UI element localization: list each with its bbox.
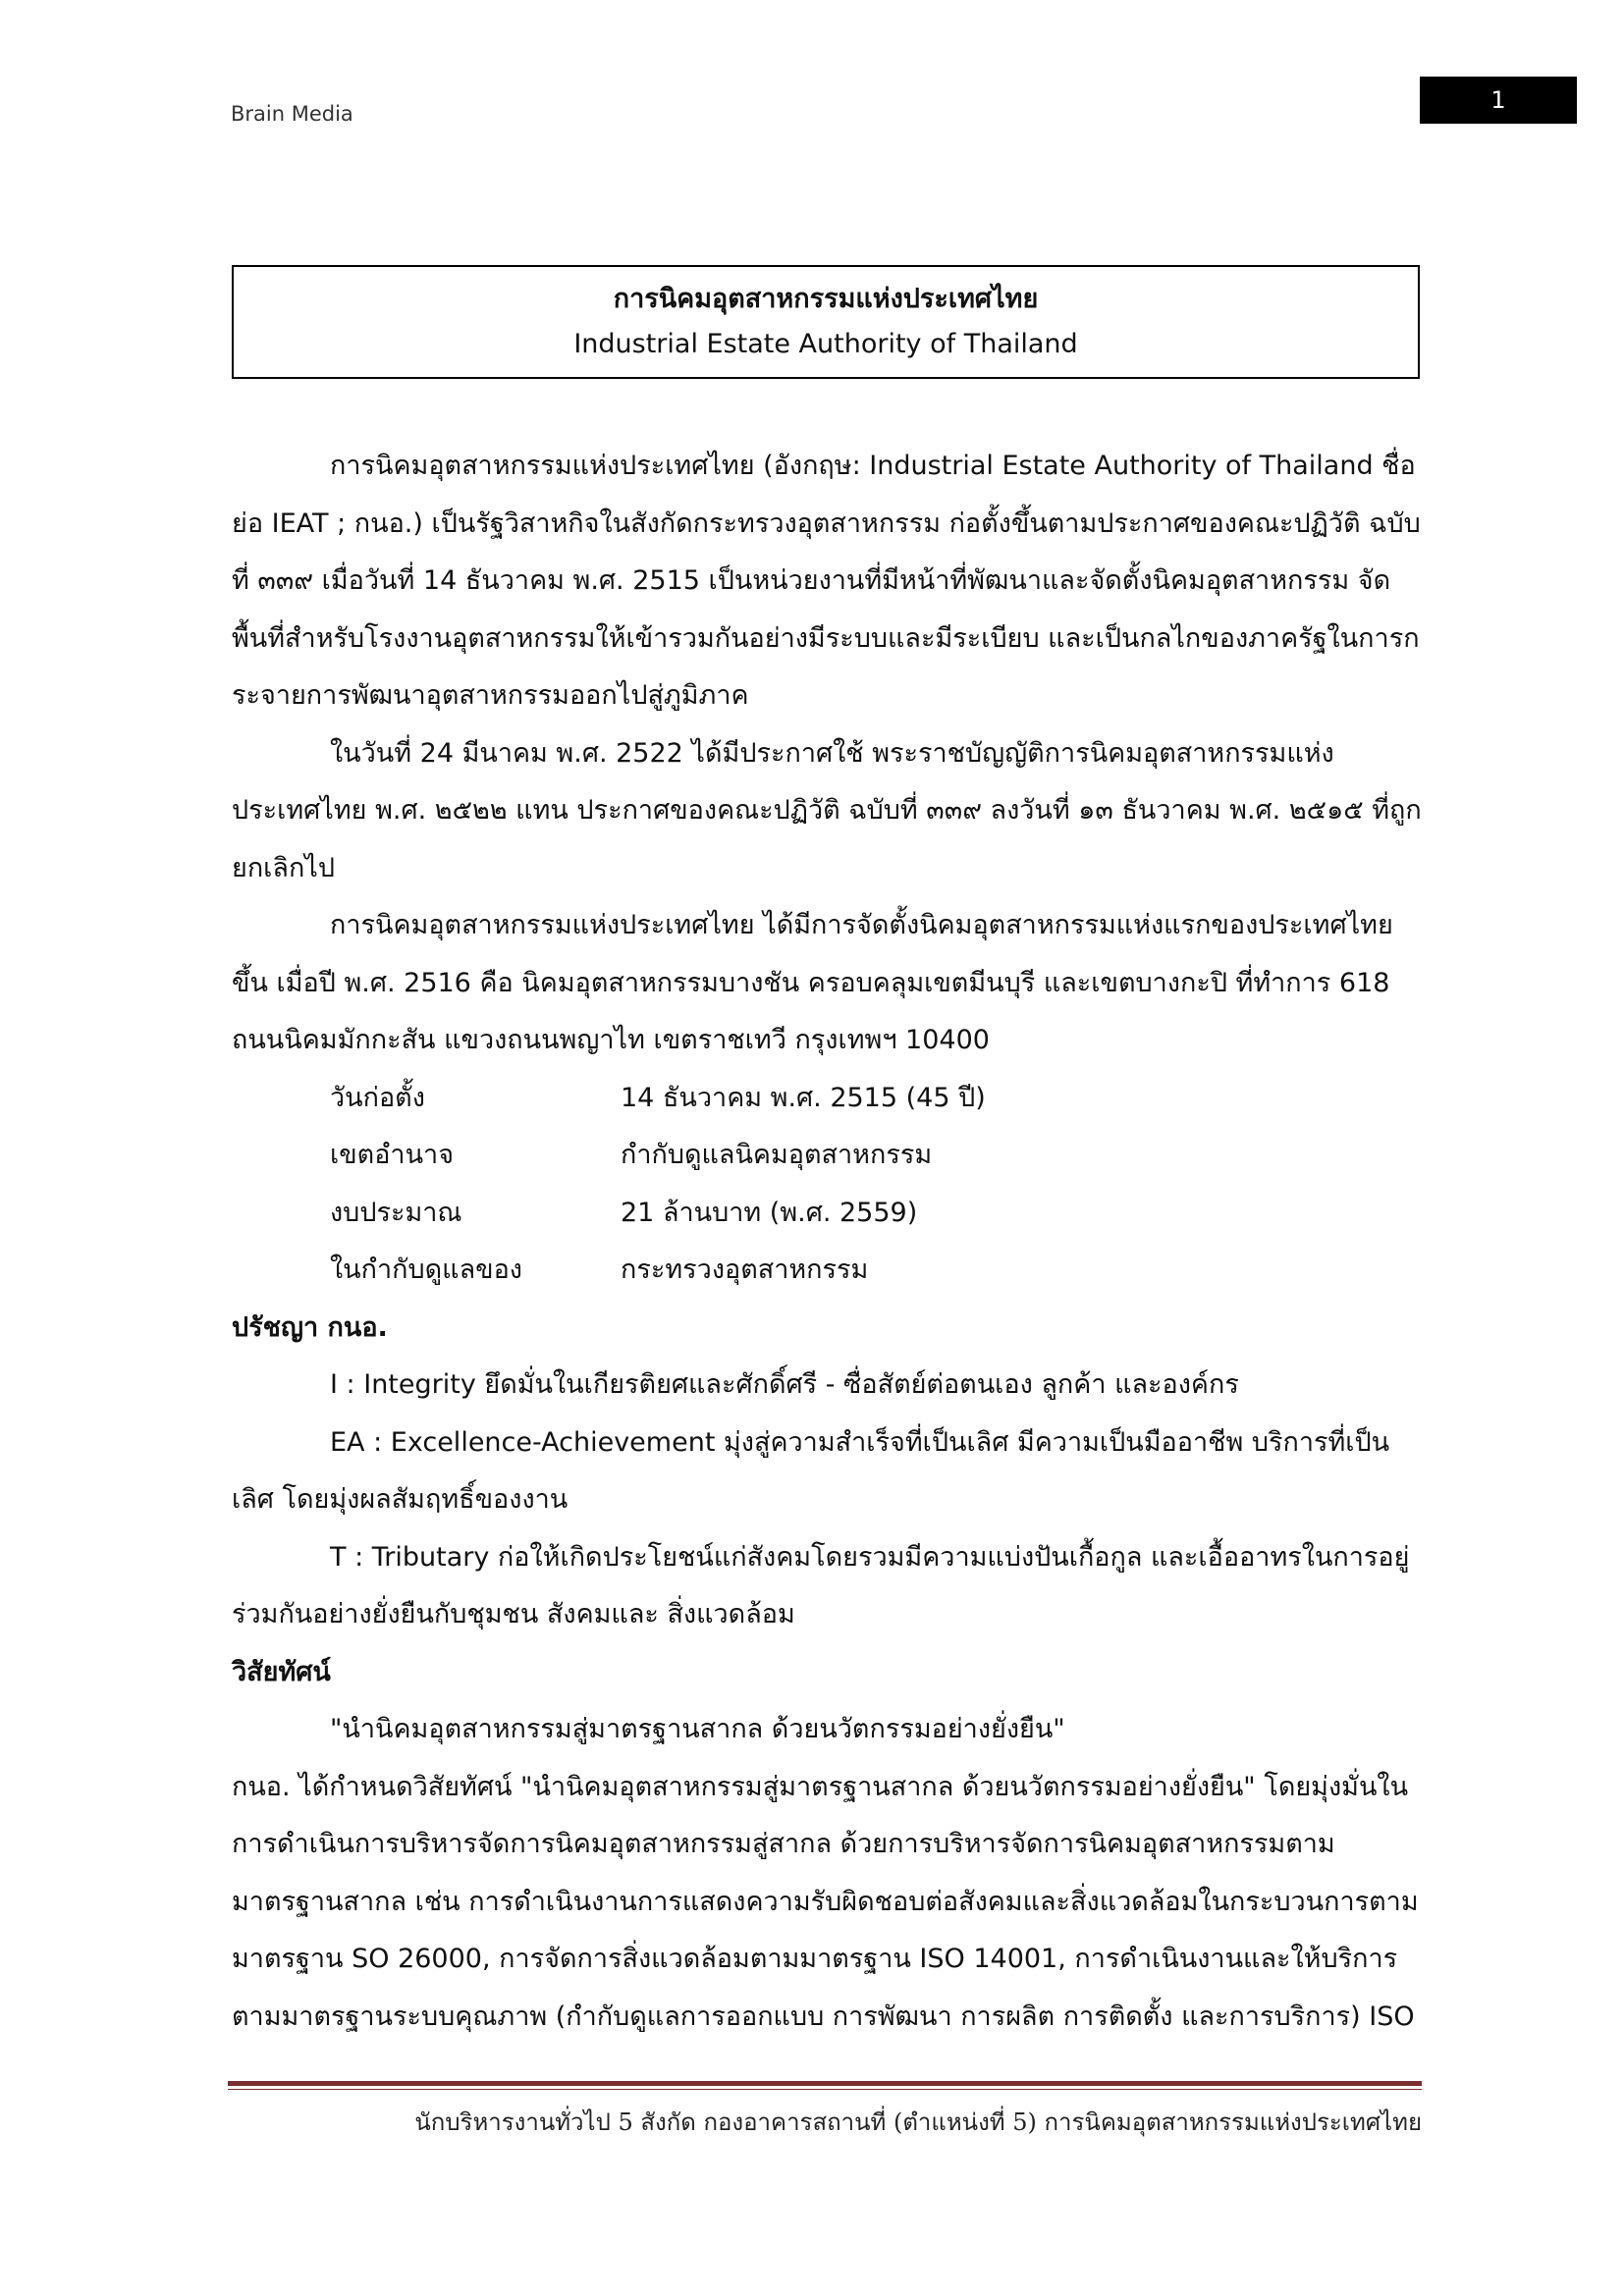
philosophy-excellence: EA : Excellence-Achievement มุ่งสู่ความสำเร็จที่เป็นเลิศ มีความเป็นมืออาชีพ บริการที่เป็นเลิศ โดยมุ่งผลสัมฤทธิ์ของงาน	[232, 1426, 1390, 1515]
title-thai: การนิคมอุตสาหกรรมแห่งประเทศไทย	[613, 284, 1039, 314]
info-label: ในกำกับดูแลของ	[330, 1255, 522, 1285]
info-value: 14 ธันวาคม พ.ศ. 2515 (45 ปี)	[621, 1082, 986, 1113]
philosophy-tributary: T : Tributary ก่อให้เกิดประโยชน์แก่สังคมโดยรวมมีความแบ่งปันเกื้อกูล และเอื้ออาทรในการอยู่ร่วมกันอย่างยั่งยืนกับชุมชน สังคมและ สิ่งแวดล้อม	[232, 1541, 1410, 1629]
info-row-parent-agency	[232, 1242, 1422, 1300]
info-row-founded	[232, 1070, 1422, 1128]
title-box	[232, 265, 1420, 379]
philosophy-integrity: I : Integrity ยึดมั่นในเกียรติยศและศักดิ์ศรี - ซื่อสัตย์ต่อตนเอง ลูกค้า และองค์กร	[330, 1369, 1239, 1400]
info-row-budget	[232, 1185, 1422, 1243]
info-label: วันก่อตั้ง	[330, 1082, 425, 1113]
vision-quote: "นำนิคมอุตสาหกรรมสู่มาตรฐานสากล ด้วยนวัตกรรมอย่างยั่งยืน"	[330, 1714, 1065, 1744]
info-value: กระทรวงอุตสาหกรรม	[621, 1255, 869, 1285]
info-value: กำกับดูแลนิคมอุตสาหกรรม	[621, 1140, 933, 1170]
info-value: 21 ล้านบาท (พ.ศ. 2559)	[621, 1197, 918, 1228]
paragraph-act: ในวันที่ 24 มีนาคม พ.ศ. 2522 ได้มีประกาศใช้ พระราชบัญญัติการนิคมอุตสาหกรรมแห่งประเทศไทย พ.ศ. ๒๕๒๒ แทน ประกาศของคณะปฏิวัติ ฉบับที่ ๓๓๙ ลงวันที่ ๑๓ ธันวาคม พ.ศ. ๒๕๑๕ ที่ถูกยกเลิกไป	[232, 737, 1422, 883]
header-brand: Brain Media	[231, 102, 353, 126]
philosophy-heading: ปรัชญา กนอ.	[232, 1311, 388, 1343]
paragraph-intro: การนิคมอุตสาหกรรมแห่งประเทศไทย (อังกฤษ: Industrial Estate Authority of Thailand ชื่อย่อ IEAT ; กนอ.) เป็นรัฐวิสาหกิจในสังกัดกระทรวงอุตสาหกรรม ก่อตั้งขึ้นตามประกาศของคณะปฏิวัติ ฉบับที่ ๓๓๙ เมื่อวันที่ 14 ธันวาคม พ.ศ. 2515 เป็นหน่วยงานที่มีหน้าที่พัฒนาและจัดตั้งนิคมอุตสาหกรรม จัดพื้นที่สำหรับโรงงานอุตสาหกรรมให้เข้ารวมกันอย่างมีระบบและมีระเบียบ และเป็นกลไกของภาครัฐในการกระจายการพัฒนาอุตสาหกรรมออกไปสู่ภูมิภาค	[232, 451, 1421, 711]
vision-body: กนอ. ได้กำหนดวิสัยทัศน์ "นำนิคมอุตสาหกรรมสู่มาตรฐานสากล ด้วยนวัตกรรมอย่างยั่งยืน" โดยมุ่งมั่นในการดำเนินการบริหารจัดการนิคมอุตสาหกรรมสู่สากล ด้วยการบริหารจัดการนิคมอุตสาหกรรมตามมาตรฐานสากล เช่น การดำเนินงานการแสดงความรับผิดชอบต่อสังคมและสิ่งแวดล้อมในกระบวนการตามมาตรฐาน SO 26000, การจัดการสิ่งแวดล้อมตามมาตรฐาน ISO 14001, การดำเนินงานและให้บริการตามมาตรฐานระบบคุณภาพ (กำกับดูแลการออกแบบ การพัฒนา การผลิต การติดตั้ง และการบริการ) ISO	[232, 1771, 1419, 2032]
info-label: งบประมาณ	[330, 1197, 462, 1228]
title-english: Industrial Estate Authority of Thailand	[573, 329, 1078, 359]
footer-rule-thick	[228, 2081, 1422, 2086]
info-row-jurisdiction	[232, 1127, 1422, 1185]
page-number: 1	[1420, 77, 1577, 124]
footer-text: นักบริหารงานทั่วไป 5 สังกัด กองอาคารสถานที่ (ตำแหน่งที่ 5) การนิคมอุตสาหกรรมแห่งประเทศไทย	[414, 2109, 1422, 2136]
paragraph-first-estate: การนิคมอุตสาหกรรมแห่งประเทศไทย ได้มีการจัดตั้งนิคมอุตสาหกรรมแห่งแรกของประเทศไทยขึ้น เมื่อปี พ.ศ. 2516 คือ นิคมอุตสาหกรรมบางชัน ครอบคลุมเขตมีนบุรี และเขตบางกะปิ ที่ทำการ 618 ถนนนิคมมักกะสัน แขวงถนนพญาไท เขตราชเทวี กรุงเทพฯ 10400	[232, 910, 1393, 1055]
info-label: เขตอำนาจ	[330, 1140, 455, 1170]
footer-rule-thin	[228, 2089, 1422, 2090]
vision-heading: วิสัยทัศน์	[232, 1656, 331, 1687]
document-body	[232, 438, 1422, 2046]
